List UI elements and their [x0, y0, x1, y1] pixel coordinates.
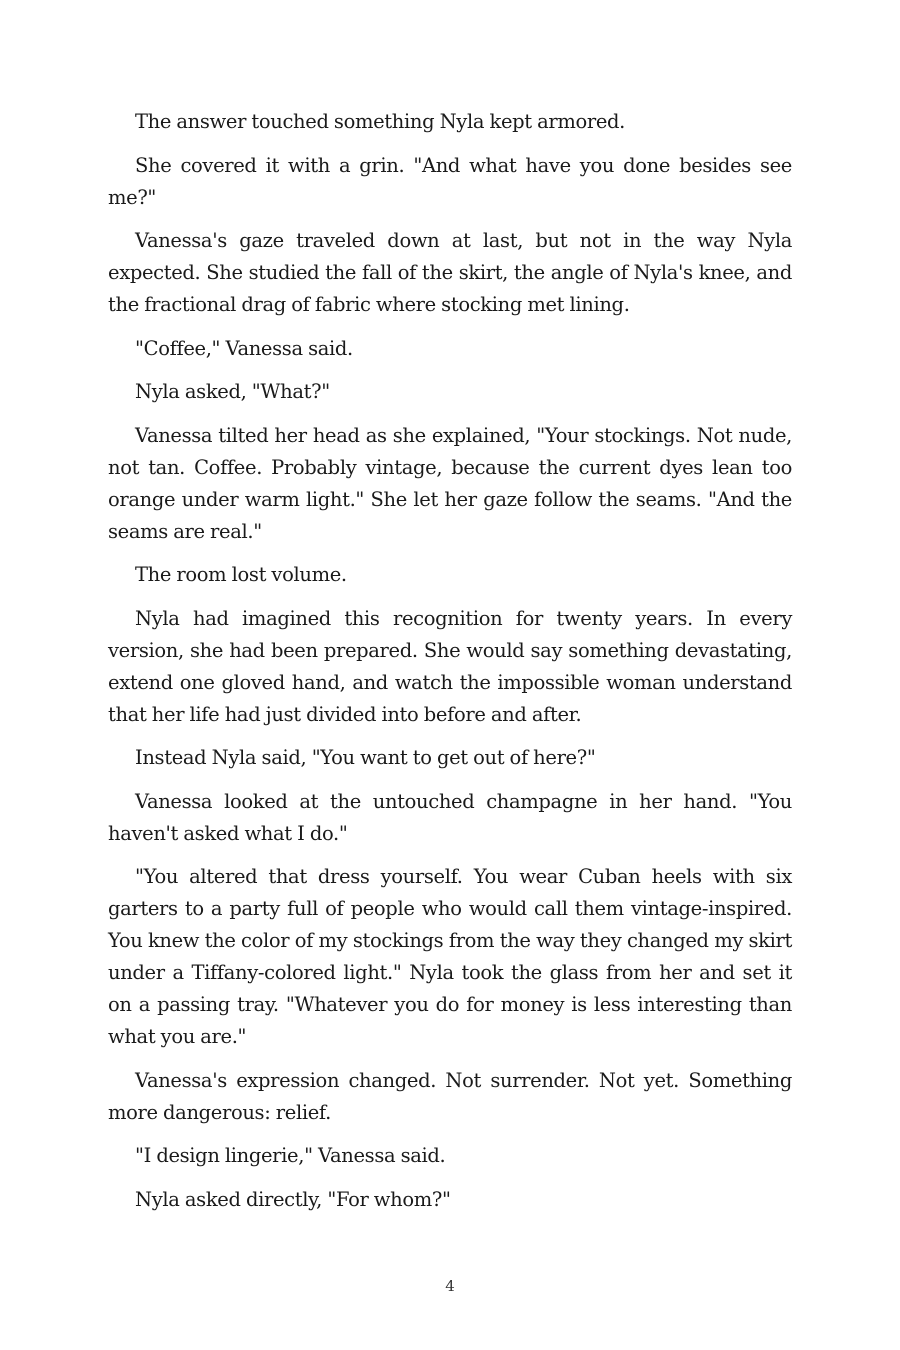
paragraph: Nyla had imagined this recognition for twenty years. In every version, she had been prepared. She would say something devastating, extend one gloved hand, and watch the impossible woman understand that her life had just divided into before and after.	[108, 606, 792, 726]
paragraph: She covered it with a grin. "And what have you done besides see me?"	[108, 153, 792, 209]
page-number: 4	[445, 1277, 455, 1295]
paragraph: Vanessa tilted her head as she explained, "Your stockings. Not nude, not tan. Coffee. Probably vintage, because the current dyes lean too orange under warm light." She let her gaze follow the seams. "And the seams are real."	[108, 423, 792, 543]
paragraph: "Coffee," Vanessa said.	[135, 336, 353, 360]
paragraph: Vanessa looked at the untouched champagne in her hand. "You haven't asked what I do."	[108, 789, 792, 845]
page-body	[108, 106, 792, 1227]
paragraph: Nyla asked, "What?"	[135, 380, 330, 403]
paragraph: Vanessa's gaze traveled down at last, but not in the way Nyla expected. She studied the fall of the skirt, the angle of Nyla's knee, and the fractional drag of fabric where stocking met lining.	[108, 229, 792, 316]
paragraph: Instead Nyla said, "You want to get out of here?"	[135, 746, 596, 769]
paragraph: "You altered that dress yourself. You wear Cuban heels with six garters to a party full of people who would call them vintage-inspired. You knew the color of my stockings from the way they changed my skirt under a Tiffany-colored light." Nyla took the glass from her and set it on a passing tray. "Whatever you do for money is less interesting than what you are."	[108, 865, 792, 1048]
paragraph: The answer touched something Nyla kept armored.	[135, 110, 626, 133]
paragraph: Vanessa's expression changed. Not surrender. Not yet. Something more dangerous: relief.	[108, 1068, 792, 1124]
paragraph: The room lost volume.	[135, 563, 347, 586]
paragraph: "I design lingerie," Vanessa said.	[135, 1144, 446, 1167]
paragraph: Nyla asked directly, "For whom?"	[135, 1187, 451, 1211]
